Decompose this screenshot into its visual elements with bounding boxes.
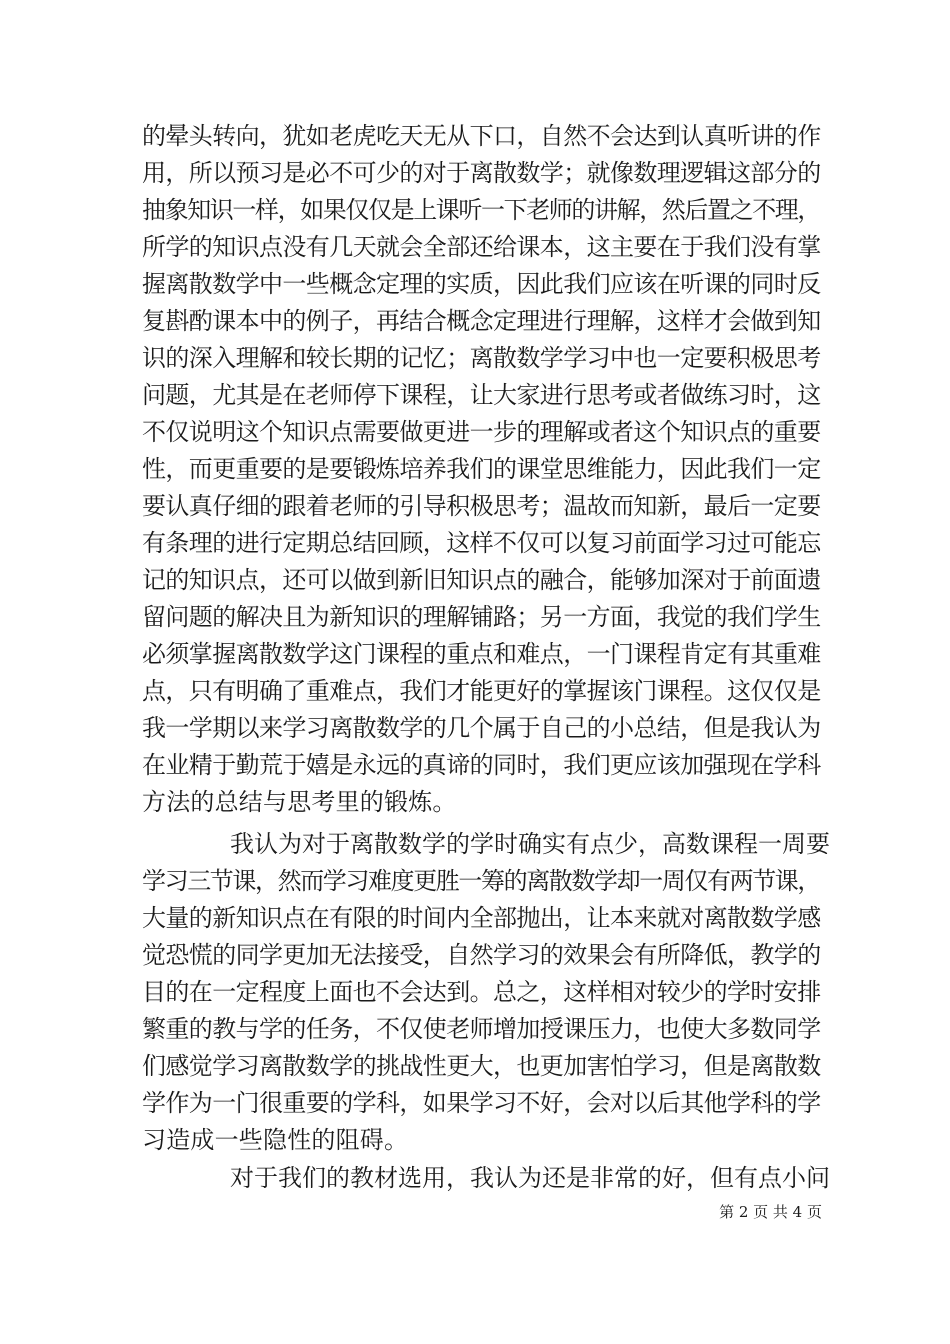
paragraph-1-line-9: 不仅说明这个知识点需要做更进一步的理解或者这个知识点的重要 [142, 418, 821, 446]
paragraph-1-line-16: 点，只有明确了重难点，我们才能更好的掌握该门课程。这仅仅是 [142, 677, 821, 705]
paragraph-1-line-18: 在业精于勤荒于嬉是永远的真谛的同时，我们更应该加强现在学科 [142, 751, 821, 779]
paragraph-3-line-1: 对于我们的教材选用，我认为还是非常的好，但有点小问 [230, 1164, 830, 1192]
paragraph-1-line-13: 记的知识点，还可以做到新旧知识点的融合，能够加深对于前面遗 [142, 566, 821, 594]
paragraph-2-line-4: 觉恐慌的同学更加无法接受，自然学习的效果会有所降低，教学的 [142, 941, 821, 969]
paragraph-1-line-15: 必须掌握离散数学这门课程的重点和难点，一门课程肯定有其重难 [142, 640, 821, 668]
paragraph-2-line-5: 目的在一定程度上面也不会达到。总之，这样相对较少的学时安排 [142, 978, 821, 1006]
paragraph-1-line-11: 要认真仔细的跟着老师的引导积极思考；温故而知新，最后一定要 [142, 492, 821, 520]
paragraph-1-line-5: 握离散数学中一些概念定理的实质，因此我们应该在听课的同时反 [142, 270, 821, 298]
paragraph-1-line-1: 的晕头转向，犹如老虎吃天无从下口，自然不会达到认真听讲的作 [142, 122, 821, 150]
paragraph-2-line-2: 学习三节课，然而学习难度更胜一筹的离散数学却一周仅有两节课， [142, 867, 820, 895]
paragraph-1-line-6: 复斟酌课本中的例子，再结合概念定理进行理解，这样才会做到知 [142, 307, 821, 335]
paragraph-1-line-19: 方法的总结与思考里的锻炼。 [142, 788, 457, 816]
paragraph-1-line-7: 识的深入理解和较长期的记忆；离散数学学习中也一定要积极思考 [142, 344, 821, 372]
paragraph-1-line-17: 我一学期以来学习离散数学的几个属于自己的小总结，但是我认为 [142, 714, 821, 742]
paragraph-2-line-3: 大量的新知识点在有限的时间内全部抛出，让本来就对离散数学感 [142, 904, 821, 932]
paragraph-2-line-1: 我认为对于离散数学的学时确实有点少，高数课程一周要 [230, 830, 830, 858]
paragraph-2-line-7: 们感觉学习离散数学的挑战性更大，也更加害怕学习，但是离散数 [142, 1052, 821, 1080]
paragraph-1-line-10: 性，而更重要的是要锻炼培养我们的课堂思维能力，因此我们一定 [142, 455, 821, 483]
paragraph-1-line-12: 有条理的进行定期总结回顾，这样不仅可以复习前面学习过可能忘 [142, 529, 821, 557]
paragraph-2-line-9: 习造成一些隐性的阻碍。 [142, 1126, 409, 1154]
paragraph-1-line-8: 问题，尤其是在老师停下课程，让大家进行思考或者做练习时，这 [142, 381, 821, 409]
paragraph-1-line-2: 用，所以预习是必不可少的对于离散数学；就像数理逻辑这部分的 [142, 159, 821, 187]
paragraph-1-line-4: 所学的知识点没有几天就会全部还给课本，这主要在于我们没有掌 [142, 233, 821, 261]
paragraph-2-line-6: 繁重的教与学的任务，不仅使老师增加授课压力，也使大多数同学 [142, 1015, 821, 1043]
paragraph-1-line-14: 留问题的解决且为新知识的理解铺路；另一方面，我觉的我们学生 [142, 603, 821, 631]
paragraph-1-line-3: 抽象知识一样，如果仅仅是上课听一下老师的讲解，然后置之不理， [142, 196, 820, 224]
page-number: 第 2 页 共 4 页 [719, 1203, 822, 1221]
paragraph-2-line-8: 学作为一门很重要的学科，如果学习不好，会对以后其他学科的学 [142, 1089, 821, 1117]
